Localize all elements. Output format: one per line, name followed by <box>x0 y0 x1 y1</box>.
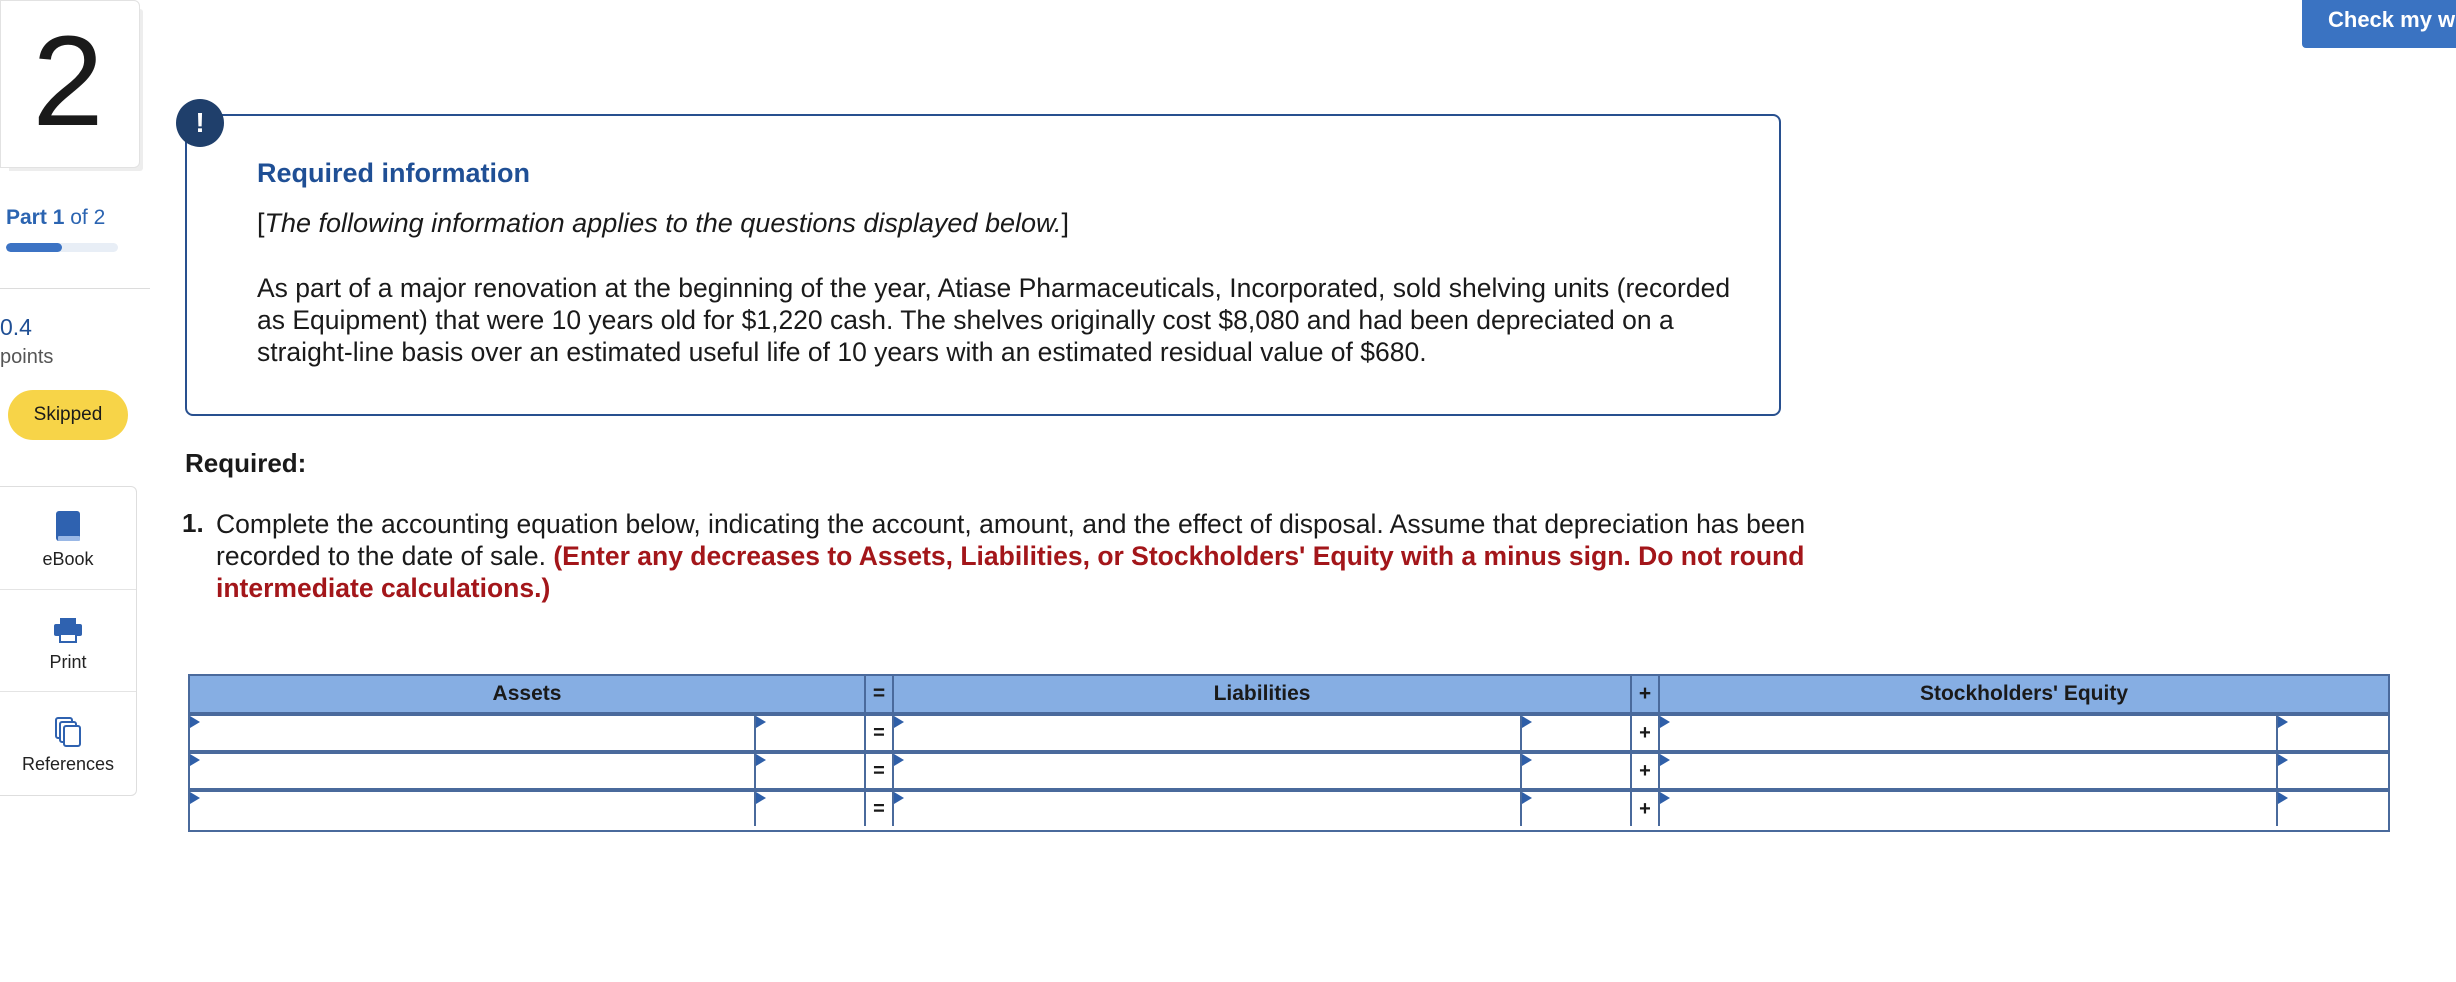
row-plus-sign: + <box>1632 754 1660 788</box>
row-equals-sign: = <box>866 716 894 750</box>
item-number: 1. <box>182 508 204 538</box>
item-instructions <box>216 508 1816 604</box>
part-label: Part <box>6 206 47 229</box>
liabilities-amount-cell <box>1522 792 1632 826</box>
check-my-work-button[interactable]: Check my w <box>2302 0 2456 48</box>
liabilities-account-cell <box>894 716 1522 750</box>
dropdown-indicator-icon <box>2278 716 2288 728</box>
equity-amount-input[interactable] <box>2278 716 2388 750</box>
dropdown-indicator-icon <box>190 792 200 804</box>
dropdown-indicator-icon <box>190 716 200 728</box>
liabilities-account-select[interactable] <box>894 716 1520 750</box>
dropdown-indicator-icon <box>1522 792 1532 804</box>
status-badge: Skipped <box>8 390 128 440</box>
header-liabilities: Liabilities <box>894 676 1632 712</box>
equity-amount-cell <box>2278 792 2388 826</box>
equity-amount-input[interactable] <box>2278 792 2388 826</box>
accounting-equation-table <box>188 674 2390 832</box>
required-heading: Required: <box>185 448 307 478</box>
equity-account-cell <box>1660 716 2278 750</box>
assets-amount-input[interactable] <box>756 792 864 826</box>
info-title: Required information <box>257 158 531 188</box>
equity-account-select[interactable] <box>1660 716 2276 750</box>
equation-row <box>190 750 2388 788</box>
assets-account-cell <box>190 754 756 788</box>
book-icon <box>50 509 86 545</box>
liabilities-amount-cell <box>1522 754 1632 788</box>
alert-icon: ! <box>176 99 224 147</box>
part-indicator <box>6 206 105 230</box>
equity-amount-cell <box>2278 754 2388 788</box>
ebook-button[interactable] <box>0 487 136 589</box>
info-subtitle <box>257 208 1069 239</box>
liabilities-account-cell <box>894 792 1522 826</box>
equity-amount-cell <box>2278 716 2388 750</box>
liabilities-amount-input[interactable] <box>1522 792 1630 826</box>
liabilities-account-cell <box>894 754 1522 788</box>
subtitle-italic-text: The following information applies to the questions displayed below. <box>264 208 1062 238</box>
references-button[interactable] <box>0 691 136 794</box>
liabilities-amount-cell <box>1522 716 1632 750</box>
assets-account-cell <box>190 716 756 750</box>
header-equity: Stockholders' Equity <box>1660 676 2388 712</box>
dropdown-indicator-icon <box>1660 716 1670 728</box>
liabilities-account-select[interactable] <box>894 792 1520 826</box>
part-progress-bar <box>6 243 118 252</box>
rail-divider <box>0 288 150 289</box>
header-assets: Assets <box>190 676 866 712</box>
assets-account-cell <box>190 792 756 826</box>
dropdown-indicator-icon <box>1660 792 1670 804</box>
header-equals: = <box>866 676 894 712</box>
dropdown-indicator-icon <box>894 792 904 804</box>
row-plus-sign: + <box>1632 792 1660 826</box>
subtitle-open-bracket: [ <box>257 208 265 238</box>
documents-icon <box>50 714 86 750</box>
assets-amount-cell <box>756 754 866 788</box>
equation-row <box>190 788 2388 826</box>
row-equals-sign: = <box>866 792 894 826</box>
equity-account-select[interactable] <box>1660 792 2276 826</box>
points-label: points <box>0 346 54 368</box>
assets-amount-cell <box>756 792 866 826</box>
dropdown-indicator-icon <box>1522 754 1532 766</box>
equity-amount-input[interactable] <box>2278 754 2388 788</box>
dropdown-indicator-icon <box>756 792 766 804</box>
printer-icon <box>50 612 86 648</box>
dropdown-indicator-icon <box>894 716 904 728</box>
print-label: Print <box>49 652 87 672</box>
assets-amount-input[interactable] <box>756 754 864 788</box>
dropdown-indicator-icon <box>756 754 766 766</box>
row-plus-sign: + <box>1632 716 1660 750</box>
points-value: 0.4 <box>0 314 32 340</box>
liabilities-amount-input[interactable] <box>1522 716 1630 750</box>
header-plus: + <box>1632 676 1660 712</box>
dropdown-indicator-icon <box>1522 716 1532 728</box>
ebook-label: eBook <box>42 549 94 569</box>
assets-amount-cell <box>756 716 866 750</box>
row-equals-sign: = <box>866 754 894 788</box>
tools-panel <box>0 486 137 796</box>
dropdown-indicator-icon <box>190 754 200 766</box>
question-number-card <box>0 0 140 168</box>
references-label: References <box>21 754 115 774</box>
dropdown-indicator-icon <box>2278 792 2288 804</box>
part-of-label: of 2 <box>70 206 106 229</box>
question-number: 2 <box>32 10 104 153</box>
equation-row <box>190 712 2388 750</box>
info-body: As part of a major renovation at the beginning of the year, Atiase Pharmaceuticals, Incorporated, sold shelving units (recorded as Equipment) that were 10 years old for $1,220 cash. The shelves originally cost $8,080 and had been depreciated on a straight-line basis over an estimated useful life of 10 years with an estimated residual value of $680. <box>257 273 1731 367</box>
dropdown-indicator-icon <box>894 754 904 766</box>
dropdown-indicator-icon <box>1660 754 1670 766</box>
assets-account-select[interactable] <box>190 754 754 788</box>
part-current: 1 <box>52 206 65 229</box>
dropdown-indicator-icon <box>2278 754 2288 766</box>
liabilities-amount-input[interactable] <box>1522 754 1630 788</box>
assets-amount-input[interactable] <box>756 716 864 750</box>
equity-account-cell <box>1660 754 2278 788</box>
item-emphasis: (Enter any decreases to Assets, Liabilities, or Stockholders' Equity with a minus sign. Do not round intermediate calculations.) <box>216 541 1805 603</box>
equity-account-select[interactable] <box>1660 754 2276 788</box>
dropdown-indicator-icon <box>756 716 766 728</box>
item-text: Complete the accounting equation below, indicating the account, amount, and the effect of disposal. Assume that depreciation has been recorded to the date of sale. <box>216 509 1806 571</box>
assets-account-select[interactable] <box>190 716 754 750</box>
liabilities-account-select[interactable] <box>894 754 1520 788</box>
print-button[interactable] <box>0 589 136 692</box>
assets-account-select[interactable] <box>190 792 754 826</box>
equity-account-cell <box>1660 792 2278 826</box>
part-progress-fill <box>6 243 62 252</box>
subtitle-close-bracket: ] <box>1061 208 1070 238</box>
